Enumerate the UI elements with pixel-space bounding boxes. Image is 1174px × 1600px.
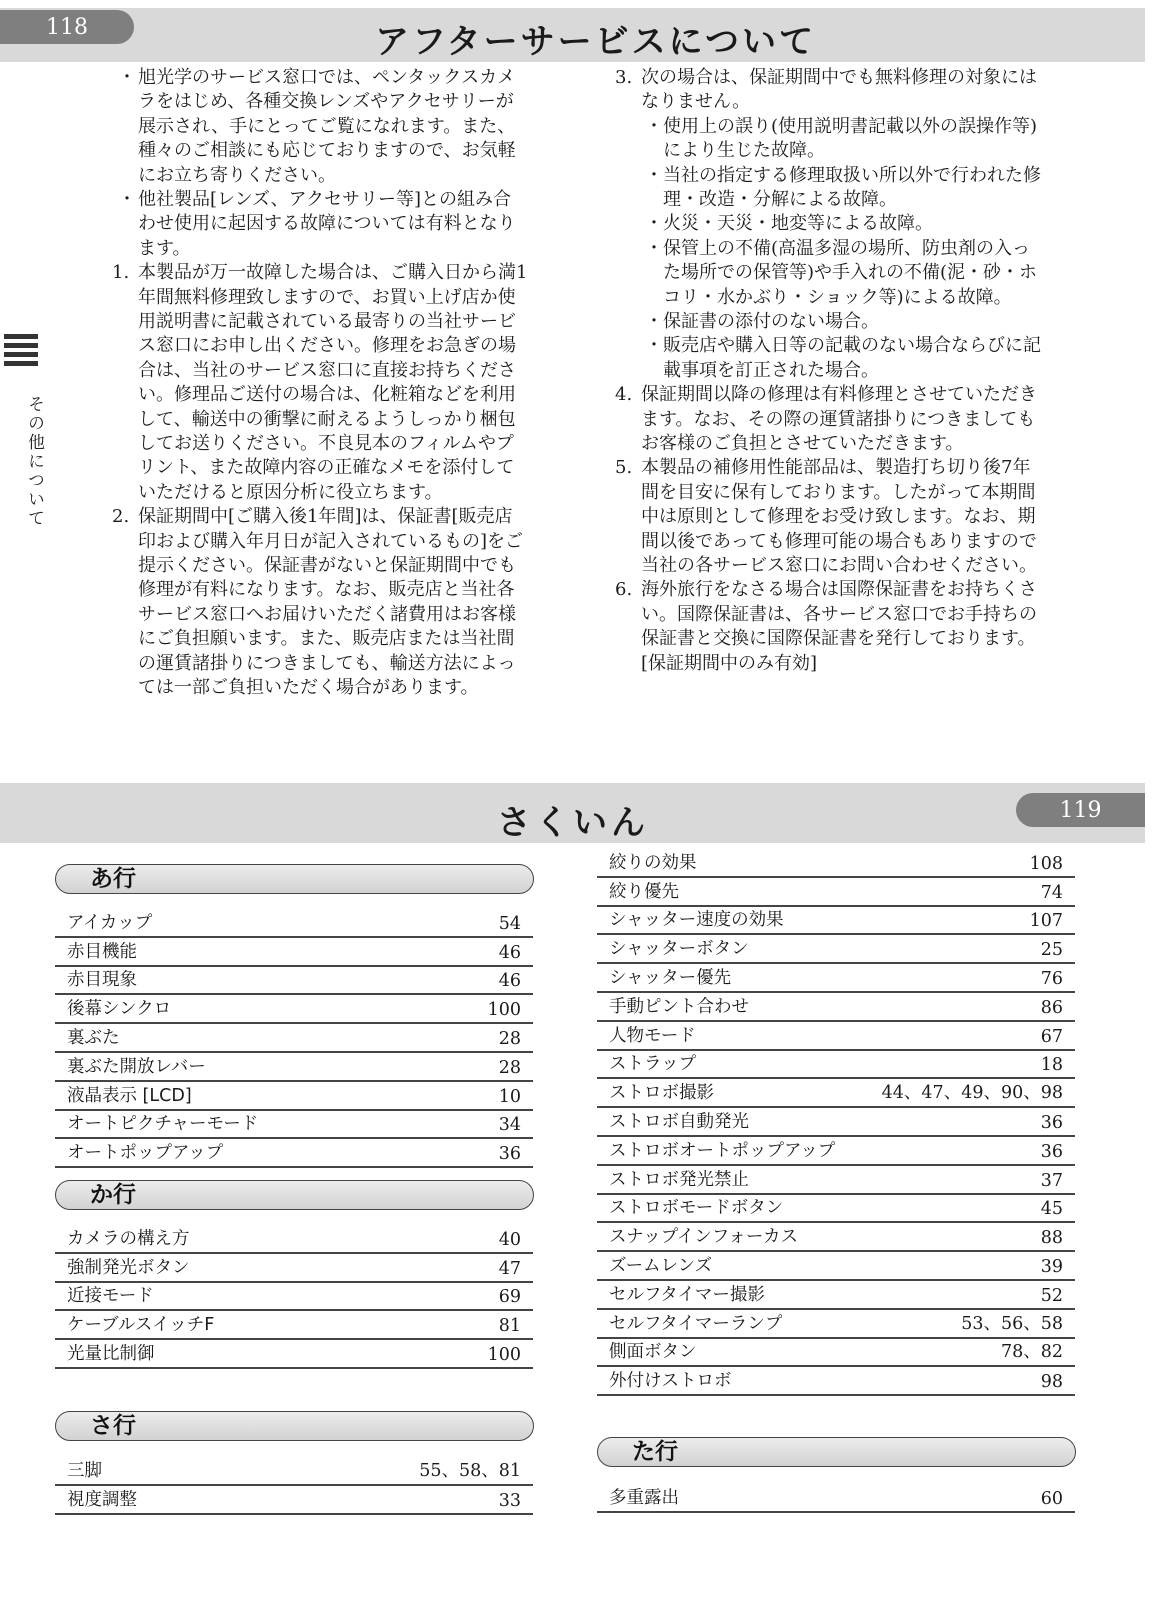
index-section-heading — [55, 1180, 534, 1210]
index-section-heading — [55, 1411, 534, 1441]
index-entry-row — [55, 965, 533, 996]
index-page-numbers: 81 — [498, 1316, 521, 1337]
text-line: 間以後であっても修理可能の場合もありますので — [641, 530, 1037, 552]
index-entry-row — [597, 1049, 1075, 1080]
text-line: 火災・天災・地変等による故障。 — [663, 213, 933, 235]
sub-list-item — [645, 334, 1041, 383]
index-page-numbers: 67 — [1040, 1026, 1063, 1047]
list-marker: ・ — [645, 164, 663, 186]
index-entry-row — [597, 1337, 1075, 1368]
section-heading-label: た行 — [632, 1439, 678, 1465]
index-entry-row — [55, 1338, 533, 1369]
index-page-numbers: 44、47、49、90、98 — [881, 1083, 1063, 1104]
index-term: セルフタイマー撮影 — [609, 1284, 765, 1305]
text-line: 用説明書に記載されている最寄りの当社サービ — [138, 311, 516, 332]
index-page-numbers: 37 — [1040, 1170, 1063, 1191]
side-tab-line — [4, 343, 38, 348]
text-line: コリ・水かぶり・ショック等)による故障。 — [663, 286, 1012, 308]
index-term: 裏ぶた — [67, 1027, 120, 1048]
list-marker: 6. — [615, 579, 633, 601]
text-line: 保証期間中[ご購入後1年間]は、保証書[販売店 — [138, 506, 513, 528]
index-page-numbers: 108 — [1029, 853, 1063, 874]
text-line: 年間無料修理致しますので、お買い上げ店か使 — [138, 286, 516, 308]
index-term: 近接モード — [67, 1286, 154, 1307]
service-list-item — [118, 188, 516, 261]
index-page-numbers: 39 — [1040, 1256, 1063, 1277]
index-entry-row — [55, 1137, 533, 1168]
index-page-numbers: 10 — [498, 1086, 521, 1107]
text-line: [保証期間中のみ有効] — [641, 652, 818, 674]
text-line: わせ使用に起因する故障については有料となり — [138, 213, 516, 235]
index-page-numbers: 53、56、58 — [961, 1313, 1063, 1334]
text-line: により生じた故障。 — [663, 140, 825, 162]
index-page-numbers: 52 — [1040, 1285, 1063, 1306]
index-entry-row — [597, 991, 1075, 1022]
index-term: 光量比制御 — [67, 1343, 155, 1364]
text-line: 印および購入年月日が記入されているもの]をご — [138, 530, 524, 552]
index-page-numbers: 34 — [498, 1115, 521, 1136]
text-line: 保証書と交換に国際保証書を発行しております。 — [641, 628, 1036, 650]
index-entry-row — [597, 876, 1075, 907]
index-page-numbers: 74 — [1040, 882, 1063, 903]
index-term: アイカップ — [67, 912, 153, 933]
text-line: 理・改造・分解による故障。 — [663, 189, 897, 210]
index-term: ケーブルスイッチF — [67, 1315, 215, 1336]
index-page-numbers: 78、82 — [1000, 1342, 1063, 1363]
index-entry-row — [597, 1279, 1075, 1310]
index-entry-row — [55, 1252, 533, 1283]
sub-list-item — [645, 115, 1038, 164]
index-term: ズームレンズ — [609, 1255, 713, 1276]
index-entry-row — [597, 1193, 1075, 1224]
index-term: スナップインフォーカス — [609, 1227, 798, 1248]
index-page-numbers: 86 — [1040, 997, 1063, 1018]
index-page-numbers: 36 — [498, 1144, 521, 1165]
text-line: なりません。 — [641, 91, 751, 113]
index-entry-row — [55, 1022, 533, 1053]
index-term: 後幕シンクロ — [67, 999, 172, 1020]
index-entry-row — [597, 1250, 1075, 1281]
list-marker: ・ — [645, 115, 663, 137]
index-entry-row — [597, 933, 1075, 964]
index-section-heading — [597, 1437, 1076, 1467]
index-term: ストラップ — [609, 1054, 697, 1075]
list-marker: 4. — [615, 384, 633, 406]
text-line: 当社の指定する修理取扱い所以外で行われた修 — [663, 164, 1041, 186]
index-entry-row — [55, 1484, 533, 1515]
page-119-title: さくいん — [497, 803, 649, 843]
side-tab-line — [4, 361, 38, 366]
service-list-item — [112, 261, 528, 505]
index-entry-row — [55, 907, 533, 938]
text-line: 種々のご相談にも応じておりますので、お気軽 — [138, 140, 516, 162]
text-line: 保証期間以降の修理は有料修理とさせていただき — [641, 384, 1037, 406]
list-marker: 5. — [615, 457, 633, 479]
text-line: して、輸送中の衝撃に耐えるようしっかり梱包 — [138, 408, 516, 430]
service-list-item — [615, 383, 1037, 456]
list-marker: 1. — [112, 262, 130, 284]
index-entry-row — [597, 1482, 1075, 1513]
index-page-numbers: 54 — [498, 913, 521, 934]
index-page-numbers: 36 — [1040, 1141, 1063, 1162]
index-page-numbers: 28 — [498, 1028, 521, 1049]
index-entry-row — [597, 1077, 1075, 1108]
side-tab-line — [4, 334, 38, 339]
text-line: 提示ください。保証書がないと保証期間中でも — [138, 555, 516, 576]
index-page-numbers: 88 — [1040, 1228, 1063, 1249]
index-entry-row — [597, 905, 1075, 936]
index-entry-row — [597, 1164, 1075, 1195]
text-line: い。国際保証書は、各サービス窓口でお手持ちの — [641, 603, 1037, 625]
sub-list-item — [645, 212, 933, 236]
index-entry-row — [55, 1109, 533, 1140]
index-entry-row — [55, 1080, 533, 1111]
index-term: オートピクチャーモード — [67, 1114, 259, 1135]
text-line: 中は原則として修理をお受け致します。なお、期 — [641, 506, 1036, 528]
index-term: ストロボ発光禁止 — [609, 1169, 749, 1190]
index-term: 液晶表示 [LCD] — [67, 1085, 192, 1106]
text-line: リント、また故障内容の正確なメモを添付して — [138, 457, 515, 479]
index-term: 赤目機能 — [67, 941, 137, 962]
text-line: 旭光学のサービス窓口では、ペンタックスカメ — [138, 67, 516, 88]
list-marker: ・ — [645, 311, 663, 332]
index-entry-row — [597, 1106, 1075, 1137]
service-list-item — [615, 66, 1037, 115]
list-marker: ・ — [118, 67, 136, 88]
list-marker: 3. — [615, 67, 633, 88]
list-marker: ・ — [645, 237, 663, 259]
text-line: の運賃諸掛りにつきましても、輸送方法によっ — [138, 652, 516, 674]
text-line: い。修理品ご送付の場合は、化粧箱などを利用 — [138, 384, 516, 406]
index-entry-row — [55, 1455, 533, 1486]
text-line: 修理が有料になります。なお、販売店と当社各 — [138, 579, 515, 601]
text-line: た場所での保管等)や手入れの不備(泥・砂・ホ — [663, 262, 1038, 284]
text-line: 本製品の補修用性能部品は、製造打ち切り後7年 — [641, 457, 1031, 479]
service-list-item — [615, 578, 1037, 676]
index-term: 絞りの効果 — [609, 852, 697, 873]
service-list-item — [112, 505, 524, 700]
index-page-numbers: 100 — [487, 1000, 521, 1021]
side-tab-label: その他について — [24, 395, 44, 528]
text-line: いただけると原因分析に役立ちます。 — [138, 481, 443, 503]
index-term: 視度調整 — [67, 1489, 137, 1510]
list-marker: ・ — [645, 335, 663, 357]
index-term: 強制発光ボタン — [67, 1257, 190, 1278]
list-marker: ・ — [645, 213, 663, 235]
text-line: 海外旅行をなさる場合は国際保証書をお持ちくさ — [641, 579, 1037, 601]
index-term: シャッター速度の効果 — [609, 910, 784, 931]
index-term: 手動ピント合わせ — [609, 996, 749, 1017]
index-page-numbers: 45 — [1040, 1199, 1063, 1220]
side-tab-line — [4, 352, 38, 357]
text-line: 合は、当社のサービス窓口に直接お持ちくださ — [138, 359, 516, 381]
index-page-numbers: 107 — [1029, 911, 1063, 932]
index-entry-row — [55, 1223, 533, 1254]
index-term: 人物モード — [609, 1025, 696, 1046]
index-section-heading — [55, 864, 534, 894]
text-line: ラをはじめ、各種交換レンズやアクセサリーが — [138, 91, 514, 113]
text-line: 次の場合は、保証期間中でも無料修理の対象には — [641, 67, 1037, 88]
text-line: 保管上の不備(高温多湿の場所、防虫剤の入っ — [663, 237, 1031, 259]
text-line: ます。 — [138, 237, 191, 259]
index-term: 裏ぶた開放レバー — [67, 1056, 206, 1077]
index-page-numbers: 98 — [1040, 1372, 1063, 1393]
index-term: オートポップアップ — [67, 1143, 224, 1164]
page-118-number: 118 — [0, 10, 134, 44]
index-term: シャッターボタン — [609, 939, 749, 960]
index-entry-row — [597, 1135, 1075, 1166]
text-line: 保証書の添付のない場合。 — [663, 311, 879, 332]
index-page-numbers: 25 — [1040, 940, 1063, 961]
service-list-item — [615, 456, 1037, 578]
text-line: 他社製品[レンズ、アクセサリー等]との組み合 — [138, 189, 512, 210]
text-line: 使用上の誤り(使用説明書記載以外の誤操作等) — [663, 115, 1038, 137]
text-line: ス窓口にお申し出ください。修理をお急ぎの場 — [138, 335, 516, 357]
list-marker: 2. — [112, 506, 130, 528]
index-term: ストロボオートポップアップ — [609, 1140, 836, 1161]
sub-list-item — [645, 310, 879, 334]
text-line: 展示され、手にとってご覧になれます。また、 — [138, 115, 516, 137]
index-entry-row — [597, 847, 1075, 878]
index-page-numbers: 76 — [1040, 968, 1063, 989]
index-term: セルフタイマーランプ — [609, 1313, 783, 1334]
section-heading-label: か行 — [90, 1182, 136, 1208]
text-line: サービス窓口へお届けいただく諸費用はお客様 — [138, 603, 516, 625]
index-page-numbers: 33 — [498, 1490, 521, 1511]
text-line: にお立ち寄りください。 — [138, 164, 336, 186]
text-line: 載事項を訂正された場合。 — [663, 359, 879, 381]
index-page-numbers: 100 — [487, 1344, 521, 1365]
page-118-title: アフターサービスについて — [375, 22, 816, 62]
text-line: 本製品が万一故障した場合は、ご購入日から満1 — [138, 262, 528, 284]
index-term: 側面ボタン — [609, 1342, 697, 1363]
index-entry-row — [597, 1020, 1075, 1051]
index-term: カメラの構え方 — [67, 1228, 190, 1249]
index-page-numbers: 28 — [498, 1057, 521, 1078]
sub-list-item — [645, 237, 1038, 310]
index-page-numbers: 55、58、81 — [419, 1460, 521, 1481]
index-entry-row — [55, 1281, 533, 1312]
text-line: にご負担願います。また、販売店または当社間 — [138, 628, 515, 650]
text-line: 販売店や購入日等の記載のない場合ならびに記 — [663, 335, 1041, 357]
index-entry-row — [597, 962, 1075, 993]
text-line: お客様のご負担とさせていただきます。 — [641, 433, 964, 454]
index-term: 赤目現象 — [67, 970, 137, 991]
page-119-number: 119 — [1016, 793, 1145, 827]
index-term: 多重露出 — [609, 1487, 679, 1508]
section-heading-label: あ行 — [90, 866, 136, 892]
index-term: ストロボ撮影 — [609, 1083, 714, 1104]
list-marker: ・ — [118, 189, 136, 210]
index-page-numbers: 40 — [498, 1229, 521, 1250]
index-entry-row — [55, 1309, 533, 1340]
index-term: シャッター優先 — [609, 967, 732, 988]
index-term: 三脚 — [67, 1460, 102, 1481]
index-page-numbers: 69 — [498, 1287, 521, 1308]
index-entry-row — [597, 1221, 1075, 1252]
section-heading-label: さ行 — [90, 1413, 136, 1439]
text-line: してお送りください。不良見本のフィルムやプ — [138, 433, 514, 455]
text-line: ます。なお、その際の運賃諸掛りにつきましても — [641, 408, 1036, 430]
index-term: 絞り優先 — [609, 881, 679, 902]
text-line: 当社の各サービス窓口にお問い合わせください。 — [641, 555, 1037, 577]
index-entry-row — [597, 1365, 1075, 1396]
index-page-numbers: 47 — [498, 1258, 521, 1279]
text-line: ては一部ご負担いただく場合があります。 — [138, 677, 479, 699]
sub-list-item — [645, 164, 1041, 213]
index-page-numbers: 18 — [1040, 1055, 1063, 1076]
text-line: 間を目安に保有しております。したがって本期間 — [641, 481, 1036, 503]
index-term: ストロボ自動発光 — [609, 1111, 749, 1132]
index-page-numbers: 46 — [498, 942, 521, 963]
index-entry-row — [597, 1308, 1075, 1339]
index-term: 外付けストロボ — [609, 1371, 732, 1392]
service-list-item — [118, 66, 516, 188]
index-entry-row — [55, 936, 533, 967]
index-entry-row — [55, 1051, 533, 1082]
index-page-numbers: 36 — [1040, 1112, 1063, 1133]
index-term: ストロボモードボタン — [609, 1198, 784, 1219]
index-entry-row — [55, 993, 533, 1024]
index-page-numbers: 46 — [498, 971, 521, 992]
index-page-numbers: 60 — [1040, 1488, 1063, 1509]
